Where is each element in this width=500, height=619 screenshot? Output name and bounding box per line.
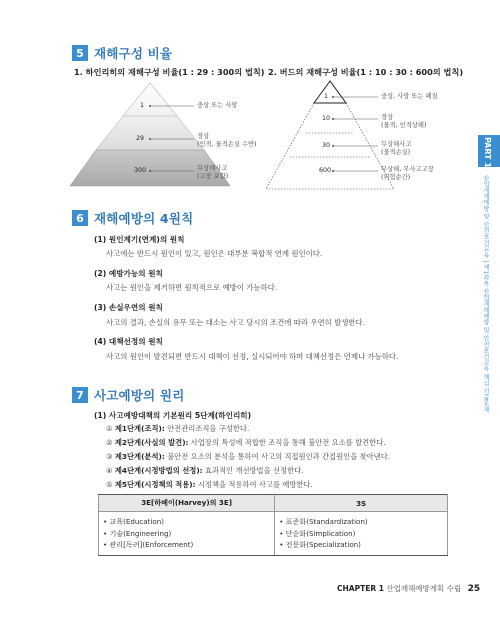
heinrich-num-1: 1 xyxy=(140,102,145,109)
step-3: ③ 제3단계(분석): 불안전 요소의 분석을 통하여 사고의 직접원인과 간접원인을 찾아낸다. xyxy=(106,452,391,461)
table-header-3s: 3S xyxy=(275,495,448,512)
heinrich-num-300: 300 xyxy=(134,167,147,174)
table-cell-3s xyxy=(275,512,448,556)
heinrich-num-29: 29 xyxy=(136,135,145,142)
table-cell-3e xyxy=(99,512,275,556)
section-number: 7 xyxy=(72,387,88,403)
section-title: 재해예방의 4원칙 xyxy=(94,211,194,226)
step-4: ④ 제4단계(시정방법의 선정): 효과적인 개선방법을 선정한다. xyxy=(106,466,304,475)
part-tab-label: PART 1 xyxy=(483,137,492,168)
list-item: • 단순화(Simplication) xyxy=(279,528,356,538)
list-item: • 교육(Education) xyxy=(103,517,164,526)
section-title: 재해구성 비율 xyxy=(94,46,173,61)
heinrich-label-300: 무상해사고 (고장 포함) xyxy=(197,165,229,180)
principle-2-title: (2) 예방가능의 원칙 xyxy=(94,269,163,278)
step-1: ① 제1단계(조직): 안전관리조직을 구성한다. xyxy=(106,424,250,433)
bird-label-30: 무상해사고 (물적손실) xyxy=(381,141,412,156)
side-running-title: 산업재해예방 및 안전보건교육 | 제1과목 산업재해예방 및 안전보건교육 핵심 기출문제 xyxy=(482,175,489,413)
bird-label-1: 중상, 사망 또는 폐질 xyxy=(381,93,438,100)
bird-num-1: 1 xyxy=(324,93,329,100)
principle-4-title: (4) 대책선정의 원칙 xyxy=(94,337,163,346)
prevention-steps-title: (1) 사고예방대책의 기본원리 5단계(하인리히) xyxy=(94,411,252,420)
bird-num-10: 10 xyxy=(322,115,331,122)
heinrich-level-2 xyxy=(96,116,204,150)
bird-num-600: 600 xyxy=(319,167,332,174)
section-7-heading xyxy=(72,386,184,404)
list-item: • 관리[독려](Enforcement) xyxy=(103,540,194,549)
section-number: 6 xyxy=(72,210,88,226)
footer-chapter-title: 산업재해예방계획 수립 xyxy=(386,584,462,593)
footer xyxy=(337,583,480,594)
3e-3s-table xyxy=(98,494,448,556)
section-6-heading xyxy=(72,209,193,227)
principle-4-body: 사고의 원인이 발견되면 반드시 대책이 선정, 실시되어야 하며 대책선정은 언제나 가능하다. xyxy=(106,352,399,361)
heinrich-level-1 xyxy=(123,83,177,116)
heinrich-title: 1. 하인리히의 재해구성 비율(1 : 29 : 300의 법칙) xyxy=(74,67,265,77)
heinrich-label-1: 중상 또는 사망 xyxy=(197,102,238,109)
step-5: ⑤ 제5단계(시정책의 적용): 시정책을 적용하여 사고를 예방한다. xyxy=(106,480,313,489)
section-title: 사고예방의 원리 xyxy=(94,388,185,403)
step-2: ② 제2단계(사실의 발견): 사업장의 특성에 적합한 조직을 통해 불안전 요소를 발견한다. xyxy=(106,438,386,447)
table-header-3e: 3E[하베이(Harvey)의 3E] xyxy=(99,495,275,512)
principle-2-body: 사고는 원인을 제거하면 원칙적으로 예방이 가능하다. xyxy=(106,283,278,292)
bird-label-600: 무상해, 무사고고장 (위험순간) xyxy=(381,166,434,181)
list-item: • 전문화(Specialization) xyxy=(279,540,361,549)
list-item: • 기술(Engineering) xyxy=(103,528,172,538)
page-number: 25 xyxy=(467,584,481,594)
principle-3-body: 사고의 결과, 손실의 유무 또는 대소는 사고 당시의 조건에 따라 우연히 발생한다. xyxy=(106,318,366,327)
principle-3-title: (3) 손실우연의 원칙 xyxy=(94,303,163,312)
section-number: 5 xyxy=(72,45,88,61)
bird-level-1 xyxy=(314,81,346,103)
bird-label-10: 경상 (물적, 인적상해) xyxy=(381,114,427,129)
bird-num-30: 30 xyxy=(322,142,331,149)
principle-1-title: (1) 원인계기(연계)의 원칙 xyxy=(94,235,185,244)
heinrich-label-29: 경상 (인적, 물적손실 수반) xyxy=(197,133,257,148)
list-item: • 표준화(Standardization) xyxy=(279,517,368,526)
bird-title: 2. 버드의 재해구성 비율(1 : 10 : 30 : 600의 법칙) xyxy=(268,67,464,77)
footer-chapter: CHAPTER 1 xyxy=(337,584,384,593)
principle-1-body: 사고에는 반드시 원인이 있고, 원인은 대부분 복합적 연계 원인이다. xyxy=(106,249,323,258)
